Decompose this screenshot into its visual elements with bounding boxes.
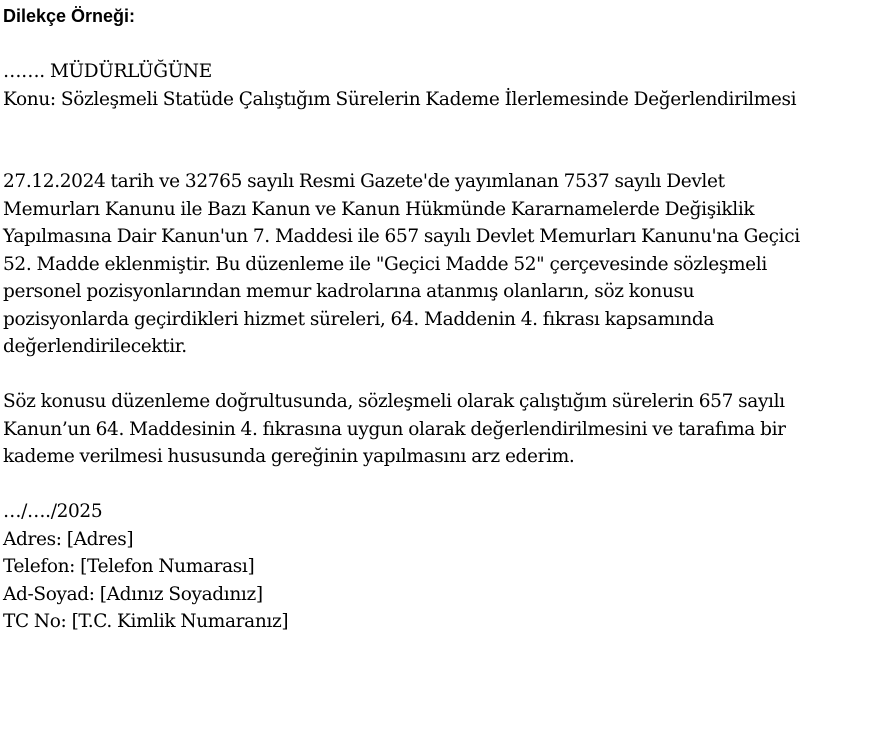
paragraph-line: personel pozisyonlarından memur kadrolarına atanmış olanların, söz konusu xyxy=(3,281,695,302)
body-paragraph-2 xyxy=(3,388,889,471)
spacer xyxy=(3,31,889,59)
document-heading: Dilekçe Örneği: xyxy=(3,6,136,26)
spacer xyxy=(3,471,889,499)
paragraph-line: Memurları Kanunu ile Bazı Kanun ve Kanun Hükmünde Kararnamelerde Değişiklik xyxy=(3,198,755,220)
date-line: …/…./2025 xyxy=(3,501,103,522)
paragraph-line: değerlendirilecektir. xyxy=(3,336,187,357)
paragraph-line: Söz konusu düzenleme doğrultusunda, sözleşmeli olarak çalıştığım sürelerin 657 sayılı xyxy=(3,391,785,412)
paragraph-line: 52. Madde eklenmiştir. Bu düzenleme ile "Geçici Madde 52" çerçevesinde sözleşmeli xyxy=(3,253,767,275)
paragraph-line: pozisyonlarda geçirdikleri hizmet süreleri, 64. Maddenin 4. fıkrası kapsamında xyxy=(3,308,715,330)
paragraph-line: Kanun’un 64. Maddesinin 4. fıkrasına uygun olarak değerlendirilmesini ve tarafıma bir xyxy=(3,418,786,440)
subject-line: Konu: Sözleşmeli Statüde Çalıştığım Sürelerin Kademe İlerlemesinde Değerlendirilmesi xyxy=(3,88,797,110)
spacer xyxy=(3,361,889,389)
addressee: ……. MÜDÜRLÜĞÜNE xyxy=(3,61,212,82)
phone-line: Telefon: [Telefon Numarası] xyxy=(3,556,255,577)
name-line: Ad-Soyad: [Adınız Soyadınız] xyxy=(3,583,263,605)
paragraph-line: 27.12.2024 tarih ve 32765 sayılı Resmi Gazete'de yayımlanan 7537 sayılı Devlet xyxy=(3,171,725,192)
petition-document xyxy=(3,3,889,636)
address-line: Adres: [Adres] xyxy=(3,528,134,550)
body-paragraph-1 xyxy=(3,168,889,361)
spacer xyxy=(3,141,889,169)
paragraph-line: Yapılmasına Dair Kanun'un 7. Maddesi ile 657 sayılı Devlet Memurları Kanunu'na Geçici xyxy=(3,226,800,247)
signature-block xyxy=(3,498,889,636)
id-number-line: TC No: [T.C. Kimlik Numaranız] xyxy=(3,611,289,632)
spacer xyxy=(3,113,889,141)
paragraph-line: kademe verilmesi hususunda gereğinin yapılmasını arz ederim. xyxy=(3,446,575,467)
